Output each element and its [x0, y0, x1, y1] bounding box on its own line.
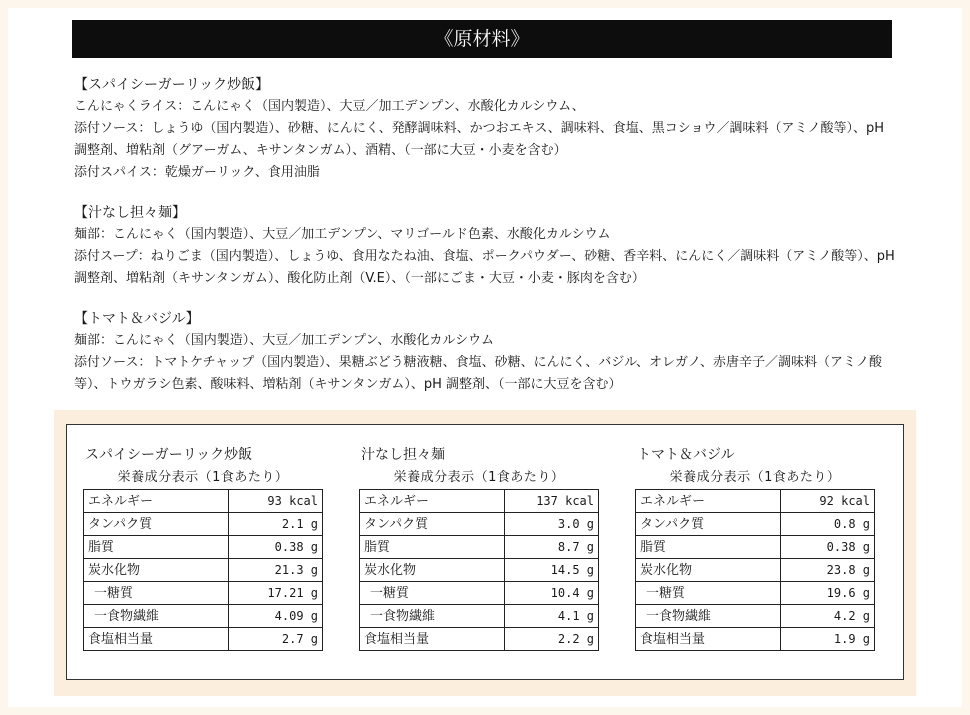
table-row: [636, 513, 875, 536]
nutrient-value: 137 kcal: [505, 490, 599, 513]
page-sheet: [8, 8, 962, 707]
ingredient-line: 添付スープ：ねりごま（国内製造）、しょうゆ、食用なたね油、食塩、ポークパウダー、砂糖、香辛料、にんにく／調味料（アミノ酸等）、pH 調整剤、増粘剤（キサンタンガム）、酸化防止剤（V.E）、（一部にごま・大豆・小麦・豚肉を含む）: [74, 249, 895, 286]
nutrient-name: 食塩相当量: [636, 628, 781, 651]
nutrient-value: 14.5 g: [505, 559, 599, 582]
nutrition-subtitle: 栄養成分表示（1食あたり）: [669, 470, 841, 485]
table-row: [84, 559, 323, 582]
table-row: [360, 536, 599, 559]
nutrient-value: 4.1 g: [505, 605, 599, 628]
nutrition-table: [635, 489, 875, 651]
nutrient-value: 0.38 g: [229, 536, 323, 559]
nutrition-table-garlic-rice: [83, 443, 323, 651]
nutrition-box: [66, 424, 904, 680]
product-name: スパイシーガーリック炒飯: [85, 447, 253, 463]
ingredient-line: 添付ソース：しょうゆ（国内製造）、砂糖、にんにく、発酵調味料、かつおエキス、調味料、食塩、黒コショウ／調味料（アミノ酸等）、pH 調整剤、増粘剤（グアーガム、キサンタンガム）、酒精、（一部に大豆・小麦を含む）: [74, 121, 884, 158]
nutrient-value: 2.2 g: [505, 628, 599, 651]
ingredient-line: こんにゃくライス：こんにゃく（国内製造）、大豆／加工デンプン、水酸化カルシウム、: [74, 99, 585, 114]
nutrient-value: 4.09 g: [229, 605, 323, 628]
ingredient-line: 麺部：こんにゃく（国内製造）、大豆／加工デンプン、水酸化カルシウム: [74, 333, 494, 348]
table-row: [360, 605, 599, 628]
table-row: [84, 536, 323, 559]
nutrition-table: [359, 489, 599, 651]
nutrient-name: 脂質: [636, 536, 781, 559]
nutrient-name: エネルギー: [84, 490, 229, 513]
section-heading: 【トマト＆バジル】: [74, 311, 200, 327]
table-row: [84, 582, 323, 605]
nutrient-name: 一食物繊維: [636, 605, 781, 628]
section-heading: 【汁なし担々麺】: [74, 205, 186, 221]
ingredient-line: 添付スパイス：乾燥ガーリック、食用油脂: [74, 165, 320, 180]
nutrient-value: 93 kcal: [229, 490, 323, 513]
nutrient-name: 脂質: [360, 536, 505, 559]
table-row: [360, 582, 599, 605]
table-row: [360, 559, 599, 582]
table-row: [84, 490, 323, 513]
ingredients-list: [74, 74, 900, 414]
table-row: [360, 628, 599, 651]
nutrient-value: 21.3 g: [229, 559, 323, 582]
nutrient-name: タンパク質: [84, 513, 229, 536]
nutrient-value: 8.7 g: [505, 536, 599, 559]
nutrient-name: タンパク質: [636, 513, 781, 536]
nutrient-name: 炭水化物: [360, 559, 505, 582]
nutrient-value: 4.2 g: [781, 605, 875, 628]
table-row: [636, 559, 875, 582]
nutrient-value: 2.1 g: [229, 513, 323, 536]
table-row: [636, 490, 875, 513]
table-row: [636, 605, 875, 628]
nutrient-name: 炭水化物: [84, 559, 229, 582]
table-row: [636, 536, 875, 559]
ingredient-section-garlic-rice: [74, 74, 900, 184]
nutrient-value: 2.7 g: [229, 628, 323, 651]
nutrition-table-tantan: [359, 443, 599, 651]
nutrient-name: エネルギー: [636, 490, 781, 513]
page-title: 《原材料》: [72, 20, 892, 58]
nutrient-name: 一糖質: [636, 582, 781, 605]
ingredient-line: 麺部：こんにゃく（国内製造）、大豆／加工デンプン、マリゴールド色素、水酸化カルシウム: [74, 227, 611, 242]
table-row: [84, 628, 323, 651]
nutrition-subtitle: 栄養成分表示（1食あたり）: [393, 470, 565, 485]
ingredient-section-tantan: [74, 202, 900, 290]
nutrient-name: 一食物繊維: [84, 605, 229, 628]
nutrient-name: 一食物繊維: [360, 605, 505, 628]
nutrition-panel: [54, 410, 916, 696]
table-row: [360, 513, 599, 536]
nutrient-name: タンパク質: [360, 513, 505, 536]
nutrient-value: 23.8 g: [781, 559, 875, 582]
nutrient-value: 1.9 g: [781, 628, 875, 651]
nutrient-value: 0.38 g: [781, 536, 875, 559]
nutrient-name: エネルギー: [360, 490, 505, 513]
nutrient-value: 17.21 g: [229, 582, 323, 605]
table-row: [84, 605, 323, 628]
nutrition-table: [83, 489, 323, 651]
product-name: 汁なし担々麺: [361, 447, 445, 463]
nutrient-name: 炭水化物: [636, 559, 781, 582]
section-heading: 【スパイシーガーリック炒飯】: [74, 77, 270, 93]
nutrient-value: 0.8 g: [781, 513, 875, 536]
table-row: [636, 628, 875, 651]
nutrient-name: 一糖質: [360, 582, 505, 605]
table-row: [360, 490, 599, 513]
table-row: [636, 582, 875, 605]
nutrient-value: 19.6 g: [781, 582, 875, 605]
nutrient-value: 3.0 g: [505, 513, 599, 536]
nutrition-table-tomato-basil: [635, 443, 875, 651]
nutrient-name: 脂質: [84, 536, 229, 559]
nutrient-name: 食塩相当量: [84, 628, 229, 651]
product-name: トマト＆バジル: [637, 447, 735, 463]
nutrient-name: 食塩相当量: [360, 628, 505, 651]
nutrient-value: 10.4 g: [505, 582, 599, 605]
ingredient-line: 添付ソース：トマトケチャップ（国内製造）、果糖ぶどう糖液糖、食塩、砂糖、にんにく、バジル、オレガノ、赤唐辛子／調味料（アミノ酸等）、トウガラシ色素、酸味料、増粘剤（キサンタンガム）、pH 調整剤、（一部に大豆を含む）: [74, 355, 883, 392]
ingredient-section-tomato-basil: [74, 308, 900, 396]
nutrient-value: 92 kcal: [781, 490, 875, 513]
nutrition-subtitle: 栄養成分表示（1食あたり）: [117, 470, 289, 485]
table-row: [84, 513, 323, 536]
nutrient-name: 一糖質: [84, 582, 229, 605]
